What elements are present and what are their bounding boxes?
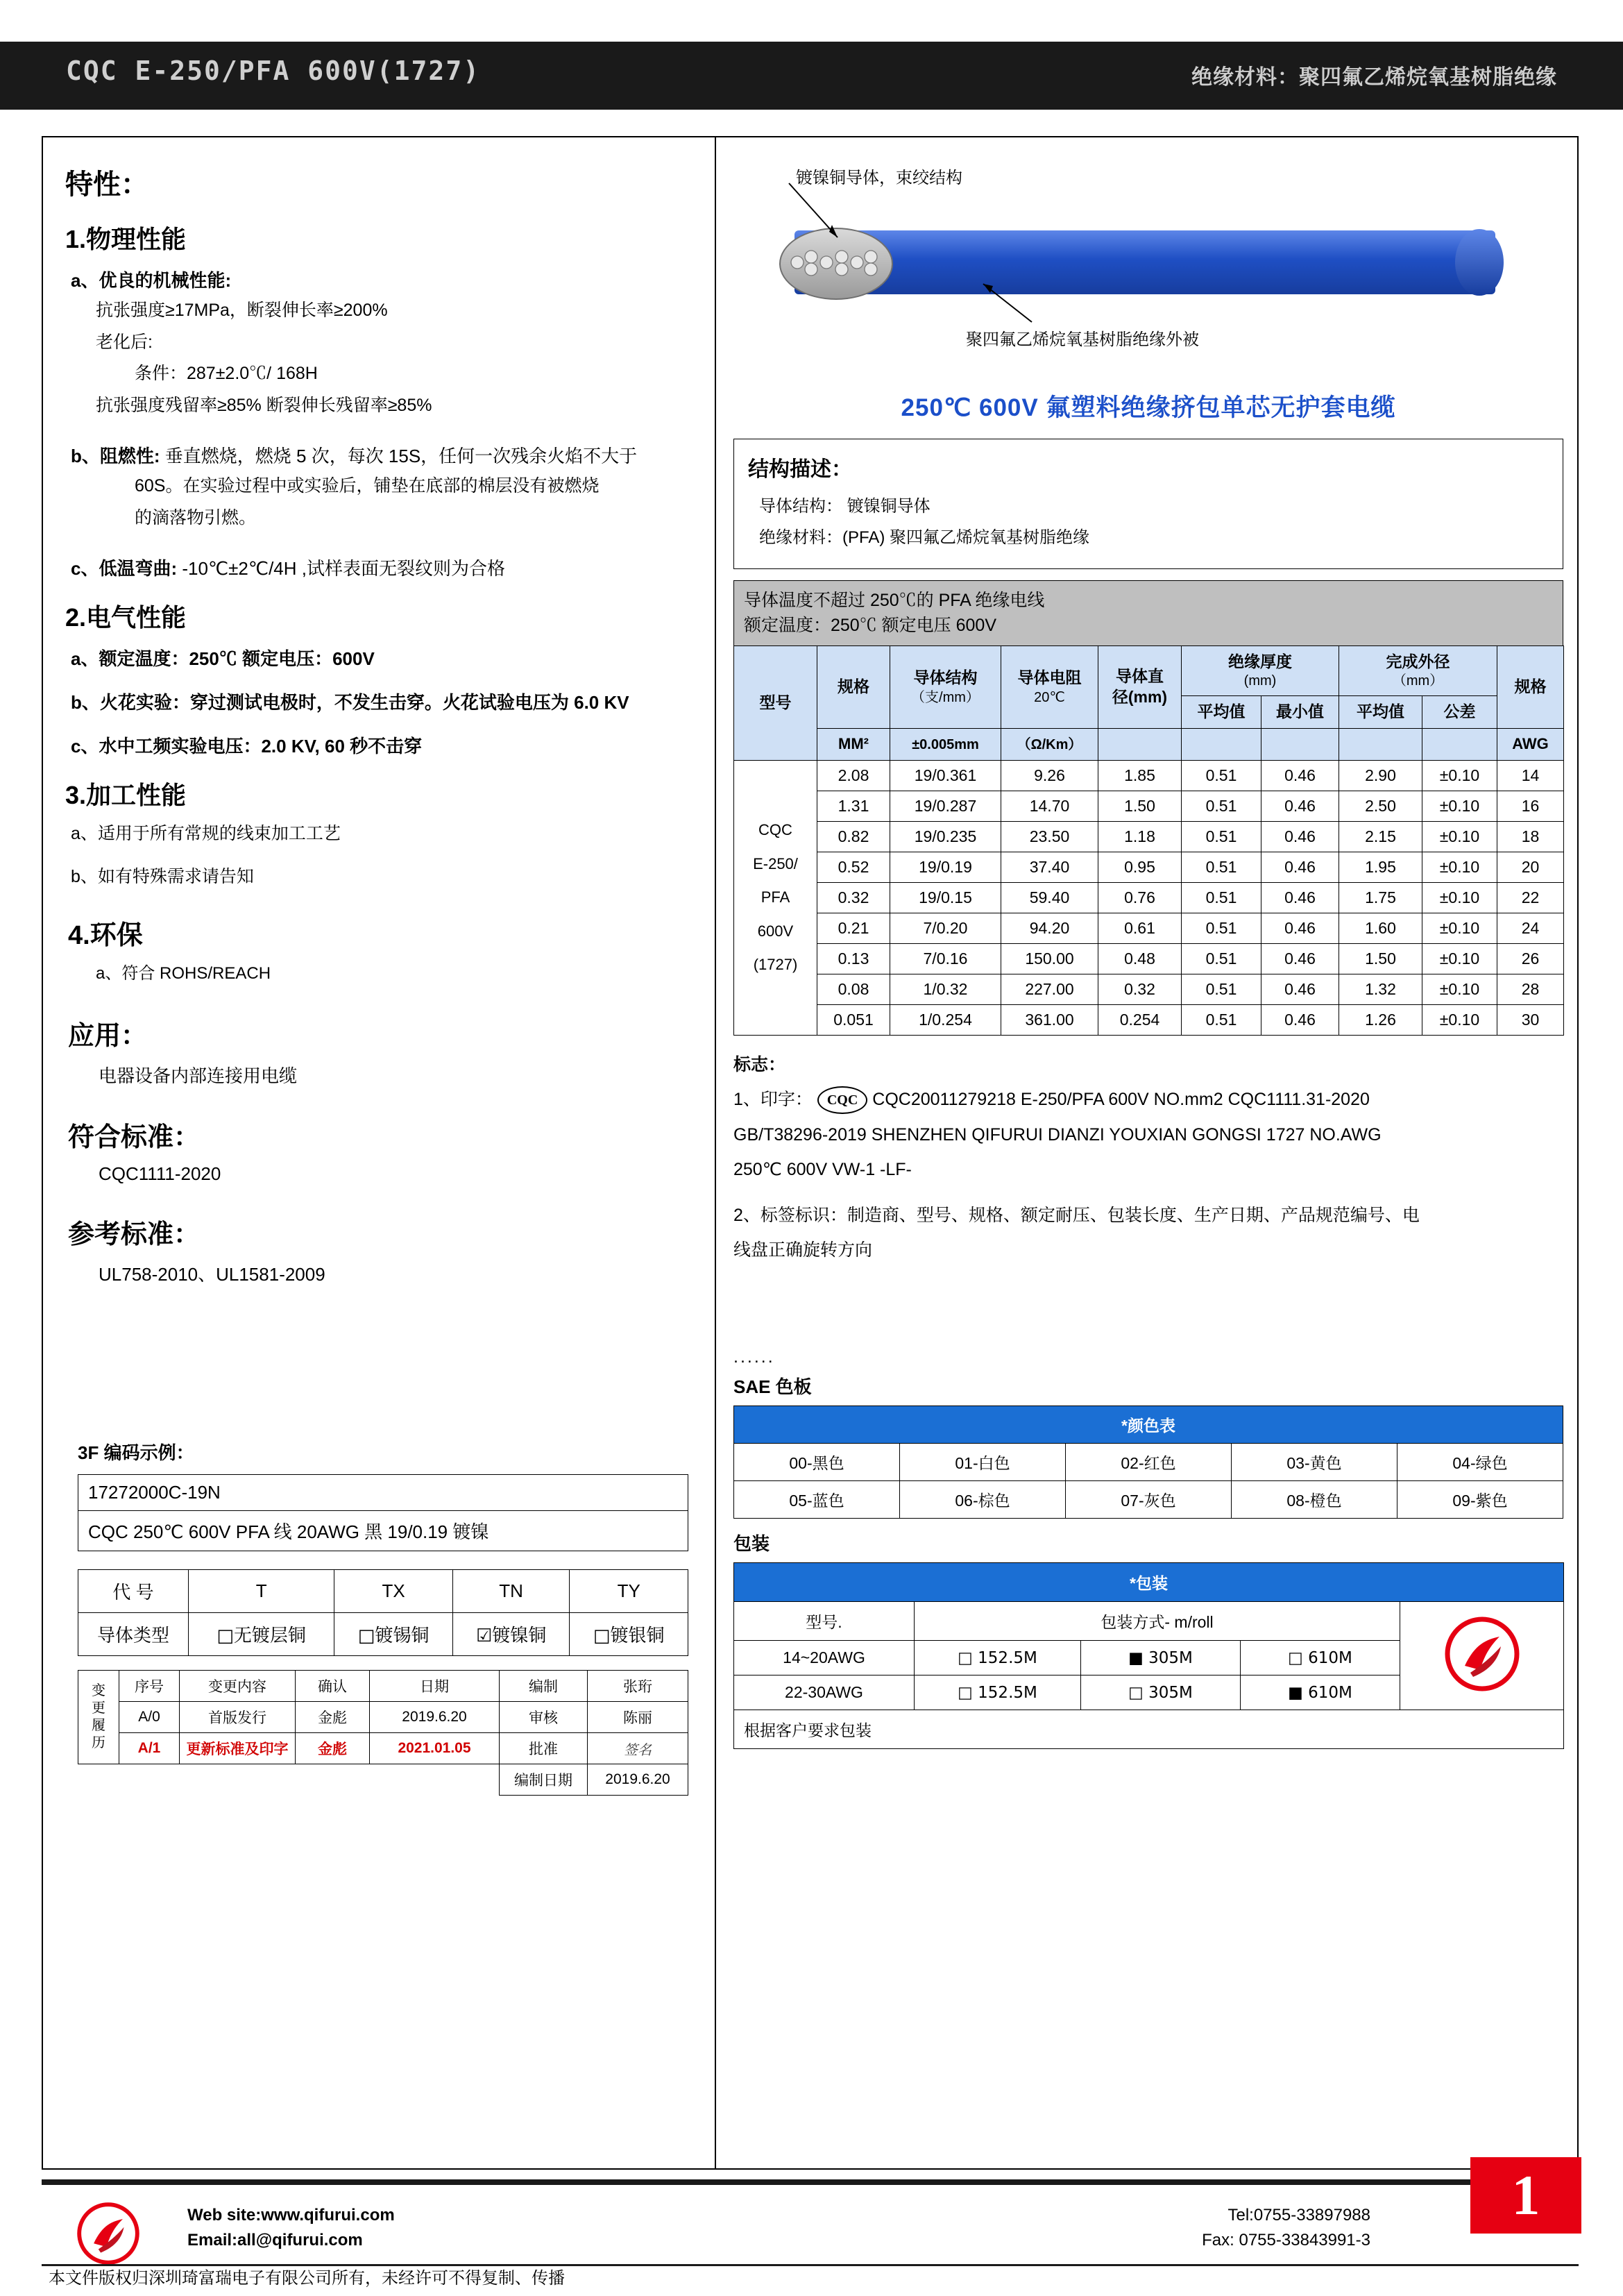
table-row <box>78 1702 688 1733</box>
option-silver-copper[interactable]: □镀银铜 <box>570 1613 688 1656</box>
physical-a-line3: 条件：287±2.0℃/ 168H <box>135 364 318 383</box>
spec-h-ins-avg2 <box>1182 729 1261 761</box>
cell: 1.95 <box>1339 852 1422 882</box>
cell: ±0.10 <box>1422 852 1497 882</box>
cell: ±0.10 <box>1422 1004 1497 1035</box>
table-row <box>734 1444 1563 1481</box>
cell: ±0.10 <box>1422 791 1497 821</box>
cell: 0.51 <box>1182 821 1261 852</box>
cell: 0.46 <box>1261 974 1339 1004</box>
table-row <box>78 1764 688 1796</box>
table-row <box>78 1733 688 1764</box>
spec-h-ins <box>1182 645 1339 696</box>
table-row <box>734 1004 1564 1035</box>
structure-line1: 导体结构： 镀镍铜导体 <box>759 497 931 516</box>
table-row <box>734 1602 1564 1641</box>
option-tinned-copper[interactable]: □镀锡铜 <box>334 1613 453 1656</box>
model-line-3: PFA <box>760 888 790 906</box>
packaging-col-method: 包装方式- m/roll <box>915 1602 1400 1641</box>
standard-text: CQC1111-2020 <box>99 1163 221 1184</box>
table-row <box>734 974 1564 1004</box>
cell: 0.51 <box>1182 882 1261 913</box>
electrical-c: c、水中工频实验电压：2.0 KV, 60 秒不击穿 <box>71 736 423 757</box>
cell: 0.21 <box>817 913 890 943</box>
rev-h-prepare: 编制 <box>500 1671 588 1702</box>
cell: 1.60 <box>1339 913 1422 943</box>
cell: 2.50 <box>1339 791 1422 821</box>
spec-h-size-text: 规格 <box>838 677 869 695</box>
cell: 1.32 <box>1339 974 1422 1004</box>
rev-h-confirm: 确认 <box>296 1671 370 1702</box>
cell: 0.46 <box>1261 882 1339 913</box>
spec-h-od-unit: （mm） <box>1392 673 1444 689</box>
cell: 0.76 <box>1098 882 1182 913</box>
product-title: 250℃ 600V 氟塑料绝缘挤包单芯无护套电缆 <box>901 394 1396 421</box>
physical-b-label: b、阻燃性: <box>71 446 160 466</box>
spec-h-size <box>817 645 890 729</box>
spec-h-resist-sub2: （Ω/Km） <box>1001 729 1098 761</box>
rev-r1-role: 审核 <box>500 1702 588 1733</box>
qifurui-logo-icon <box>76 2202 140 2265</box>
cell: 1.50 <box>1339 943 1422 974</box>
cell: 0.08 <box>817 974 890 1004</box>
qifurui-logo-icon <box>1444 1616 1520 1692</box>
physical-a-line4: 抗张强度残留率≥85% 断裂伸长残留率≥85% <box>96 395 432 415</box>
specification-table <box>733 645 1564 1036</box>
marking-print-line1: CQC20011279218 E-250/PFA 600V NO.mm2 CQC1111.31-2020 <box>872 1089 1370 1109</box>
rev-h-date: 日期 <box>370 1671 500 1702</box>
section-env-title: 4.环保 <box>68 921 143 950</box>
spec-h-ins-unit: (mm) <box>1243 673 1277 689</box>
rev-h-name: 张珩 <box>588 1671 688 1702</box>
spec-h-resist-text: 导体电阻 <box>1017 668 1082 686</box>
cell: 0.13 <box>817 943 890 974</box>
cell: 19/0.235 <box>890 821 1001 852</box>
header-right-title: 绝缘材料：聚四氟乙烯烷氧基树脂绝缘 <box>1191 66 1557 89</box>
rev-r2-date: 2021.01.05 <box>370 1733 500 1764</box>
table-row <box>734 882 1564 913</box>
electrical-a: a、额定温度：250℃ 额定电压：600V <box>71 648 375 669</box>
cell: 0.51 <box>1182 791 1261 821</box>
spec-h-model: 型号 <box>734 645 817 760</box>
column-divider <box>715 136 716 2170</box>
footer-fax: Fax: 0755-33843991-3 <box>1202 2231 1370 2249</box>
physical-b-text1: 垂直燃烧，燃烧 5 次，每次 15S，任何一次残余火焰不大于 <box>164 446 638 466</box>
cell: 7/0.20 <box>890 913 1001 943</box>
cell: 0.32 <box>1098 974 1182 1004</box>
right-column <box>718 143 1579 2163</box>
table-row <box>734 760 1564 791</box>
color-cell: 02-红色 <box>1066 1444 1232 1481</box>
physical-c-text: -10℃±2℃/4H ,试样表面无裂纹则为合格 <box>182 558 505 579</box>
spec-h-ins-text: 绝缘厚度 <box>1228 652 1292 670</box>
cell: 16 <box>1497 791 1564 821</box>
cell: 0.95 <box>1098 852 1182 882</box>
page-header <box>0 42 1623 110</box>
rev-footer-label: 编制日期 <box>500 1764 588 1796</box>
marking-label-line1: 2、标签标识：制造商、型号、规格、额定耐压、包装长度、生产日期、产品规范编号、电 <box>733 1206 1420 1226</box>
model-line-5: (1727) <box>753 955 798 973</box>
left-column <box>49 143 711 2163</box>
rev-r1-date: 2019.6.20 <box>370 1702 500 1733</box>
cell: 1/0.254 <box>890 1004 1001 1035</box>
table-row <box>734 1563 1564 1602</box>
spec-h-awg-text: 规格 <box>1514 677 1547 695</box>
cell: 0.46 <box>1261 821 1339 852</box>
spec-model-cell <box>734 760 817 1035</box>
spec-h-ins-min2 <box>1261 729 1339 761</box>
code-tx: TX <box>334 1570 453 1613</box>
cell: 20 <box>1497 852 1564 882</box>
physical-c-label: c、低温弯曲: <box>71 558 178 579</box>
rev-footer-value: 2019.6.20 <box>588 1764 688 1796</box>
table-row <box>78 1613 688 1656</box>
spec-h-structure-sub1: （支/mm） <box>911 689 980 705</box>
rev-r2-content: 更新标准及印字 <box>180 1733 296 1764</box>
table-row <box>734 791 1564 821</box>
rev-r2-confirm: 金彪 <box>296 1733 370 1764</box>
table-row <box>78 1671 688 1702</box>
encoding-example-title: 3F 编码示例： <box>78 1442 194 1463</box>
cell: 0.52 <box>817 852 890 882</box>
packaging-option-152[interactable]: □ 152.5M <box>915 1675 1081 1710</box>
physical-a-line1: 抗张强度≥17MPa，断裂伸长率≥200% <box>96 301 388 320</box>
revision-history-table <box>78 1670 688 1796</box>
cell: 1.31 <box>817 791 890 821</box>
cell: 19/0.15 <box>890 882 1001 913</box>
model-line-4: 600V <box>757 922 794 940</box>
cell: 37.40 <box>1001 852 1098 882</box>
rev-r1-name: 陈丽 <box>588 1702 688 1733</box>
cell: 0.46 <box>1261 943 1339 974</box>
cell: 361.00 <box>1001 1004 1098 1035</box>
cell: 28 <box>1497 974 1564 1004</box>
rev-r2-role: 批准 <box>500 1733 588 1764</box>
cell: 24 <box>1497 913 1564 943</box>
code-ty: TY <box>570 1570 688 1613</box>
cell: 1.85 <box>1098 760 1182 791</box>
color-cell: 03-黄色 <box>1232 1444 1397 1481</box>
structure-title: 结构描述： <box>748 458 852 481</box>
rev-r1-content: 首版发行 <box>180 1702 296 1733</box>
cell: 0.61 <box>1098 913 1182 943</box>
encoding-desc: CQC 250℃ 600V PFA 线 20AWG 黑 19/0.19 镀镍 <box>88 1521 489 1542</box>
cell: 0.48 <box>1098 943 1182 974</box>
code-tn: TN <box>452 1570 570 1613</box>
cell: 0.46 <box>1261 852 1339 882</box>
ref-standard-title: 参考标准： <box>68 1220 201 1249</box>
cell: 0.051 <box>817 1004 890 1035</box>
spec-h-dia-blank <box>1098 729 1182 761</box>
rev-r2-signature: 签名 <box>588 1733 688 1764</box>
rev-h-no: 序号 <box>119 1671 180 1702</box>
cell: 59.40 <box>1001 882 1098 913</box>
footer-rule-bottom <box>42 2264 1579 2266</box>
cell: 0.51 <box>1182 1004 1261 1035</box>
table-row <box>734 913 1564 943</box>
spec-h-ins-min: 最小值 <box>1261 696 1339 729</box>
cell: ±0.10 <box>1422 821 1497 852</box>
option-nickel-copper[interactable]: ☑镀镍铜 <box>452 1613 570 1656</box>
standard-title: 符合标准： <box>68 1123 201 1152</box>
cable-illustration <box>733 155 1563 385</box>
spec-h-od-text: 完成外径 <box>1386 652 1450 670</box>
section-electrical-title: 2.电气性能 <box>65 603 187 632</box>
spec-h-resist <box>1001 645 1098 729</box>
spec-h-size-unit: MM² <box>817 729 890 761</box>
marking-print-prefix: 1、印字： <box>733 1089 813 1109</box>
page-number: 1 <box>1470 2157 1581 2234</box>
spec-h-od <box>1339 645 1497 696</box>
model-line-1: CQC <box>758 821 792 839</box>
table-row <box>734 1481 1563 1519</box>
table-row <box>734 943 1564 974</box>
marking-section <box>733 1051 1563 1264</box>
physical-a-label: a、优良的机械性能: <box>71 270 232 291</box>
env-a: a、符合 ROHS/REACH <box>96 964 271 983</box>
packaging-option-152[interactable]: □ 152.5M <box>915 1641 1081 1675</box>
cell: 26 <box>1497 943 1564 974</box>
spec-h-od-tol2 <box>1422 729 1497 761</box>
model-line-2: E-250/ <box>753 854 798 872</box>
spec-h-od-tol: 公差 <box>1422 696 1497 729</box>
color-cell: 07-灰色 <box>1066 1481 1232 1519</box>
spec-h-ins-avg: 平均值 <box>1182 696 1261 729</box>
packaging-option-305[interactable]: □ 305M <box>1081 1675 1241 1710</box>
marking-print-line2: GB/T38296-2019 SHENZHEN QIFURUI DIANZI YOUXIAN GONGSI 1727 NO.AWG <box>733 1125 1382 1145</box>
cell: 30 <box>1497 1004 1564 1035</box>
physical-a-line2: 老化后: <box>96 332 153 352</box>
callout-arrows <box>733 155 1559 385</box>
cell: ±0.10 <box>1422 943 1497 974</box>
rev-r1-no: A/0 <box>119 1702 180 1733</box>
cell: 22 <box>1497 882 1564 913</box>
cable-conductor-label: 镀镍铜导体，束绞结构 <box>796 169 962 187</box>
cell: 0.46 <box>1261 1004 1339 1035</box>
cell: 0.51 <box>1182 760 1261 791</box>
cell: 18 <box>1497 821 1564 852</box>
cell: 0.254 <box>1098 1004 1182 1035</box>
cell: 9.26 <box>1001 760 1098 791</box>
cell: 1/0.32 <box>890 974 1001 1004</box>
cell: ±0.10 <box>1422 913 1497 943</box>
spec-h-dia-text: 导体直 <box>1116 667 1164 685</box>
marking-print-line3: 250℃ 600V VW-1 -LF- <box>733 1160 912 1180</box>
cqc-badge-icon: CQC <box>817 1086 867 1114</box>
cell: 14 <box>1497 760 1564 791</box>
cell: 1.50 <box>1098 791 1182 821</box>
packaging-col-model: 型号. <box>734 1602 915 1641</box>
color-cell: 00-黑色 <box>734 1444 900 1481</box>
cell: 227.00 <box>1001 974 1098 1004</box>
color-table <box>733 1406 1563 1519</box>
cell: 14.70 <box>1001 791 1098 821</box>
processing-b: b、如有特殊需求请告知 <box>71 866 254 886</box>
processing-a: a、适用于所有常规的线束加工工艺 <box>71 824 341 843</box>
cell: 150.00 <box>1001 943 1098 974</box>
cell: 2.15 <box>1339 821 1422 852</box>
packaging-option-610[interactable]: ■ 610M <box>1241 1675 1400 1710</box>
rev-r1-confirm: 金彪 <box>296 1702 370 1733</box>
packaging-title: 包装 <box>733 1533 770 1555</box>
cell: 1.75 <box>1339 882 1422 913</box>
cell: 19/0.19 <box>890 852 1001 882</box>
spec-caption-line2: 额定温度：250℃ 额定电压 600V <box>744 616 996 636</box>
cell: 2.08 <box>817 760 890 791</box>
spec-h-od-avg: 平均值 <box>1339 696 1422 729</box>
marking-title: 标志： <box>733 1054 786 1074</box>
rev-h-content: 变更内容 <box>180 1671 296 1702</box>
color-cell: 01-白色 <box>900 1444 1066 1481</box>
spec-h-awg-unit: AWG <box>1497 729 1564 761</box>
section-physical-title: 1.物理性能 <box>65 225 187 253</box>
spec-table-caption <box>733 580 1563 645</box>
application-text: 电器设备内部连接用电缆 <box>99 1065 298 1086</box>
table-row <box>78 1570 688 1613</box>
cell: 0.51 <box>1182 974 1261 1004</box>
cell: 7/0.16 <box>890 943 1001 974</box>
spec-h-dia <box>1098 645 1182 729</box>
cell: 94.20 <box>1001 913 1098 943</box>
color-cell: 09-紫色 <box>1397 1481 1563 1519</box>
structure-line2: 绝缘材料：(PFA) 聚四氟乙烯烷氧基树脂绝缘 <box>759 528 1090 547</box>
application-title: 应用： <box>68 1022 148 1051</box>
code-header: 代 号 <box>78 1570 189 1613</box>
cell: 19/0.287 <box>890 791 1001 821</box>
color-table-header: *颜色表 <box>734 1406 1563 1444</box>
cell: 2.90 <box>1339 760 1422 791</box>
spec-h-od-avg2 <box>1339 729 1422 761</box>
spec-h-structure-text: 导体结构 <box>913 668 978 686</box>
structure-description-box <box>733 439 1563 569</box>
cell: 0.82 <box>817 821 890 852</box>
packaging-table <box>733 1562 1564 1749</box>
spec-h-dia-sub: 径(mm) <box>1112 687 1168 706</box>
header-left-title: CQC E-250/PFA 600V(1727) <box>66 56 481 86</box>
table-row <box>734 645 1564 696</box>
spec-h-awg <box>1497 645 1564 729</box>
packaging-table-header: *包装 <box>734 1563 1564 1602</box>
cell: 19/0.361 <box>890 760 1001 791</box>
cell: ±0.10 <box>1422 882 1497 913</box>
cell: ±0.10 <box>1422 760 1497 791</box>
footer-logo <box>76 2202 140 2269</box>
footer-rule <box>42 2179 1579 2185</box>
cell: 0.32 <box>817 882 890 913</box>
section-processing-title: 3.加工性能 <box>65 781 187 809</box>
cable-insulation-label: 聚四氟乙烯烷氧基树脂绝缘外被 <box>966 330 1199 349</box>
packaging-option-305[interactable]: ■ 305M <box>1081 1641 1241 1675</box>
cell: 0.46 <box>1261 760 1339 791</box>
physical-b-text3: 的滴落物引燃。 <box>135 507 257 527</box>
spec-h-structure <box>890 645 1001 729</box>
color-cell: 08-橙色 <box>1232 1481 1397 1519</box>
conductor-type-label: 导体类型 <box>78 1613 189 1656</box>
table-row <box>734 1710 1564 1749</box>
cell: 23.50 <box>1001 821 1098 852</box>
cell: ±0.10 <box>1422 974 1497 1004</box>
features-title: 特性： <box>65 169 148 200</box>
cell: 1.26 <box>1339 1004 1422 1035</box>
packaging-row-model: 22-30AWG <box>734 1675 915 1710</box>
spec-h-resist-sub1: 20℃ <box>1034 689 1065 705</box>
cell: 0.46 <box>1261 791 1339 821</box>
company-logo <box>1400 1602 1564 1710</box>
packaging-option-610[interactable]: □ 610M <box>1241 1641 1400 1675</box>
table-row <box>734 729 1564 761</box>
packaging-row-model: 14~20AWG <box>734 1641 915 1675</box>
option-bare-copper[interactable]: □无镀层铜 <box>189 1613 334 1656</box>
spec-h-structure-sub2: ±0.005mm <box>890 729 1001 761</box>
footer-email[interactable]: Email:all@qifurui.com <box>187 2231 363 2249</box>
code-t: T <box>189 1570 334 1613</box>
cell: 1.18 <box>1098 821 1182 852</box>
footer-website[interactable]: Web site:www.qifurui.com <box>187 2206 395 2225</box>
encoding-example-box <box>78 1474 688 1551</box>
table-row <box>734 821 1564 852</box>
cell: 0.51 <box>1182 943 1261 974</box>
encoding-code: 17272000C-19N <box>78 1475 688 1511</box>
rev-r2-no: A/1 <box>119 1733 180 1764</box>
marking-label-line2: 线盘正确旋转方向 <box>733 1240 873 1260</box>
cell: 0.46 <box>1261 913 1339 943</box>
table-row <box>734 1406 1563 1444</box>
color-cell: 04-绿色 <box>1397 1444 1563 1481</box>
electrical-b: b、火花实验：穿过测试电极时，不发生击穿。火花试验电压为 6.0 KV <box>71 692 629 713</box>
revision-label: 变 更 履 历 <box>78 1671 119 1764</box>
cell: 0.51 <box>1182 852 1261 882</box>
spec-caption-line1: 导体温度不超过 250℃的 PFA 绝缘电线 <box>744 591 1045 610</box>
ref-standard-text: UL758-2010、UL1581-2009 <box>99 1264 325 1285</box>
color-cell: 06-棕色 <box>900 1481 1066 1519</box>
sae-color-title: SAE 色板 <box>733 1376 812 1398</box>
ellipsis-divider: ...... <box>733 1347 775 1367</box>
table-row <box>734 852 1564 882</box>
footer-tel: Tel:0755-33897988 <box>1227 2206 1370 2225</box>
conductor-type-table <box>78 1569 688 1656</box>
packaging-note: 根据客户要求包装 <box>734 1710 1564 1749</box>
footer-copyright: 本文件版权归深圳琦富瑞电子有限公司所有，未经许可不得复制、传播 <box>49 2269 565 2288</box>
cell: 0.51 <box>1182 913 1261 943</box>
physical-b-text2: 60S。在实验过程中或实验后，铺垫在底部的棉层没有被燃烧 <box>135 476 600 496</box>
color-cell: 05-蓝色 <box>734 1481 900 1519</box>
